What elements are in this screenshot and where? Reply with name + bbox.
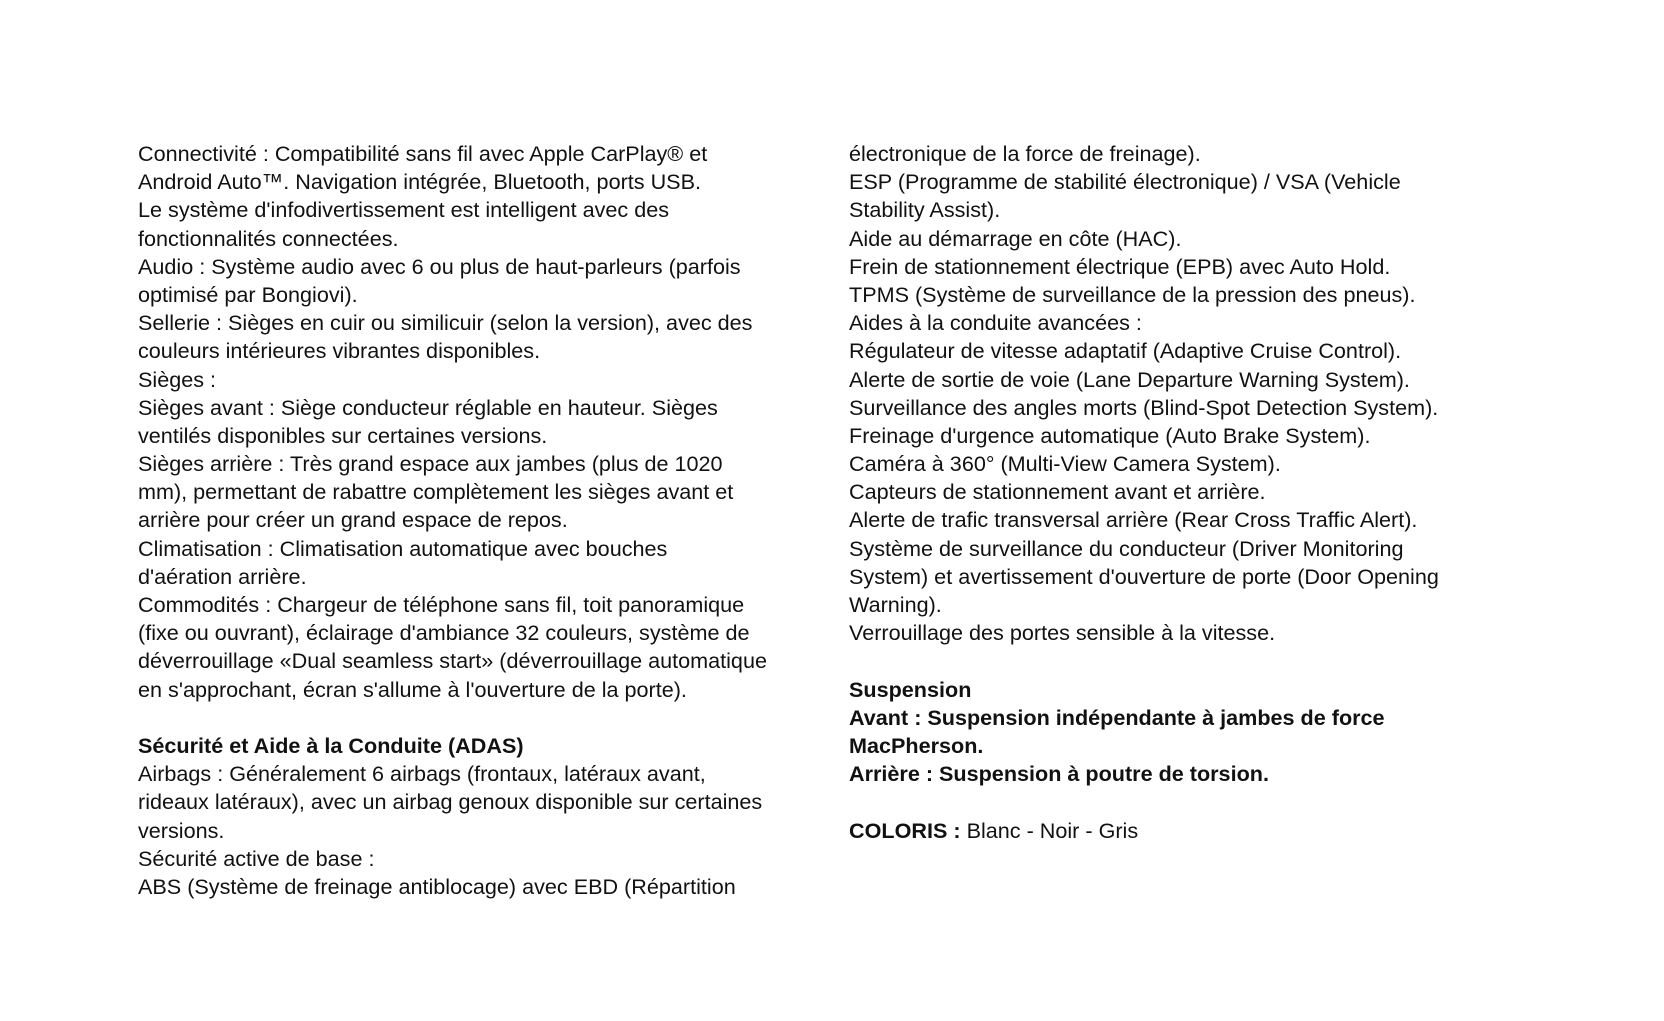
coloris-label: COLORIS : [849,817,961,843]
suspension-line: Avant : Suspension indépendante à jambes de force [849,704,1385,730]
section-heading-suspension: Suspension [849,676,972,702]
coloris-line [849,817,1609,845]
text-line: (fixe ou ouvrant), éclairage d'ambiance 32 couleurs, système de [138,620,750,646]
text-line: Commodités : Chargeur de téléphone sans fil, toit panoramique [138,592,745,617]
text-line: Connectivité : Compatibilité sans fil avec Apple CarPlay® et [138,141,708,166]
text-line: Caméra à 360° (Multi-View Camera System). [849,451,1281,477]
text-line: Audio : Système audio avec 6 ou plus de haut-parleurs (parfois [138,253,741,279]
text-line: fonctionnalités connectées. [138,225,399,251]
text-line: déverrouillage «Dual seamless start» (déverrouillage automatique [138,648,767,674]
text-line: en s'approchant, écran s'allume à l'ouverture de la porte). [138,676,687,702]
text-line: Freinage d'urgence automatique (Auto Brake System). [849,422,1371,448]
text-line: versions. [138,817,225,843]
text-line: Airbags : Généralement 6 airbags (frontaux, latéraux avant, [138,761,706,787]
text-line: Capteurs de stationnement avant et arrière. [849,479,1266,505]
text-line: Sièges : [138,366,217,392]
text-line: System) et avertissement d'ouverture de porte (Door Opening [849,563,1439,589]
spacer [849,788,1609,816]
text-line: Sièges avant : Siège conducteur réglable en hauteur. Sièges [138,394,718,420]
spacer [138,704,838,732]
text-line: ABS (Système de freinage antiblocage) avec EBD (Répartition [138,873,736,899]
text-line: Régulateur de vitesse adaptatif (Adaptive Cruise Control). [849,338,1402,364]
text-line: Warning). [849,592,942,617]
text-line: couleurs intérieures vibrantes disponibles. [138,338,541,364]
text-line: optimisé par Bongiovi). [138,281,358,307]
text-line: Sellerie : Sièges en cuir ou similicuir (selon la version), avec des [138,310,753,336]
text-line: Aide au démarrage en côte (HAC). [849,225,1182,251]
text-line: ESP (Programme de stabilité électronique) / VSA (Vehicle [849,169,1401,195]
text-line: Alerte de sortie de voie (Lane Departure Warning System). [849,366,1410,392]
suspension-line: Arrière : Suspension à poutre de torsion. [849,761,1269,787]
text-line: Système de surveillance du conducteur (Driver Monitoring [849,535,1404,561]
left-column [138,140,838,901]
text-line: arrière pour créer un grand espace de repos. [138,507,568,533]
text-line: Alerte de trafic transversal arrière (Rear Cross Traffic Alert). [849,507,1418,533]
text-line: mm), permettant de rabattre complètement les sièges avant et [138,479,734,505]
coloris-value: Blanc - Noir - Gris [960,817,1139,843]
text-line: Aides à la conduite avancées : [849,310,1142,336]
section-heading-safety: Sécurité et Aide à la Conduite (ADAS) [138,732,524,758]
text-line: d'aération arrière. [138,563,307,589]
text-line: Stability Assist). [849,197,1001,223]
text-line: TPMS (Système de surveillance de la pression des pneus). [849,281,1416,307]
right-column [849,140,1609,845]
text-line: Surveillance des angles morts (Blind-Spot Detection System). [849,394,1439,420]
text-line: Android Auto™. Navigation intégrée, Bluetooth, ports USB. [138,169,701,195]
text-line: Sièges arrière : Très grand espace aux jambes (plus de 1020 [138,451,723,477]
text-line: Le système d'infodivertissement est intelligent avec des [138,197,670,223]
text-line: Climatisation : Climatisation automatique avec bouches [138,535,668,561]
text-line: Sécurité active de base : [138,845,375,871]
text-line: Verrouillage des portes sensible à la vitesse. [849,620,1276,646]
text-line: rideaux latéraux), avec un airbag genoux disponible sur certaines [138,789,763,815]
spacer [849,647,1609,675]
text-line: Frein de stationnement électrique (EPB) avec Auto Hold. [849,253,1391,279]
suspension-line: MacPherson. [849,732,984,758]
text-line: ventilés disponibles sur certaines versions. [138,422,548,448]
text-line: électronique de la force de freinage). [849,141,1201,166]
